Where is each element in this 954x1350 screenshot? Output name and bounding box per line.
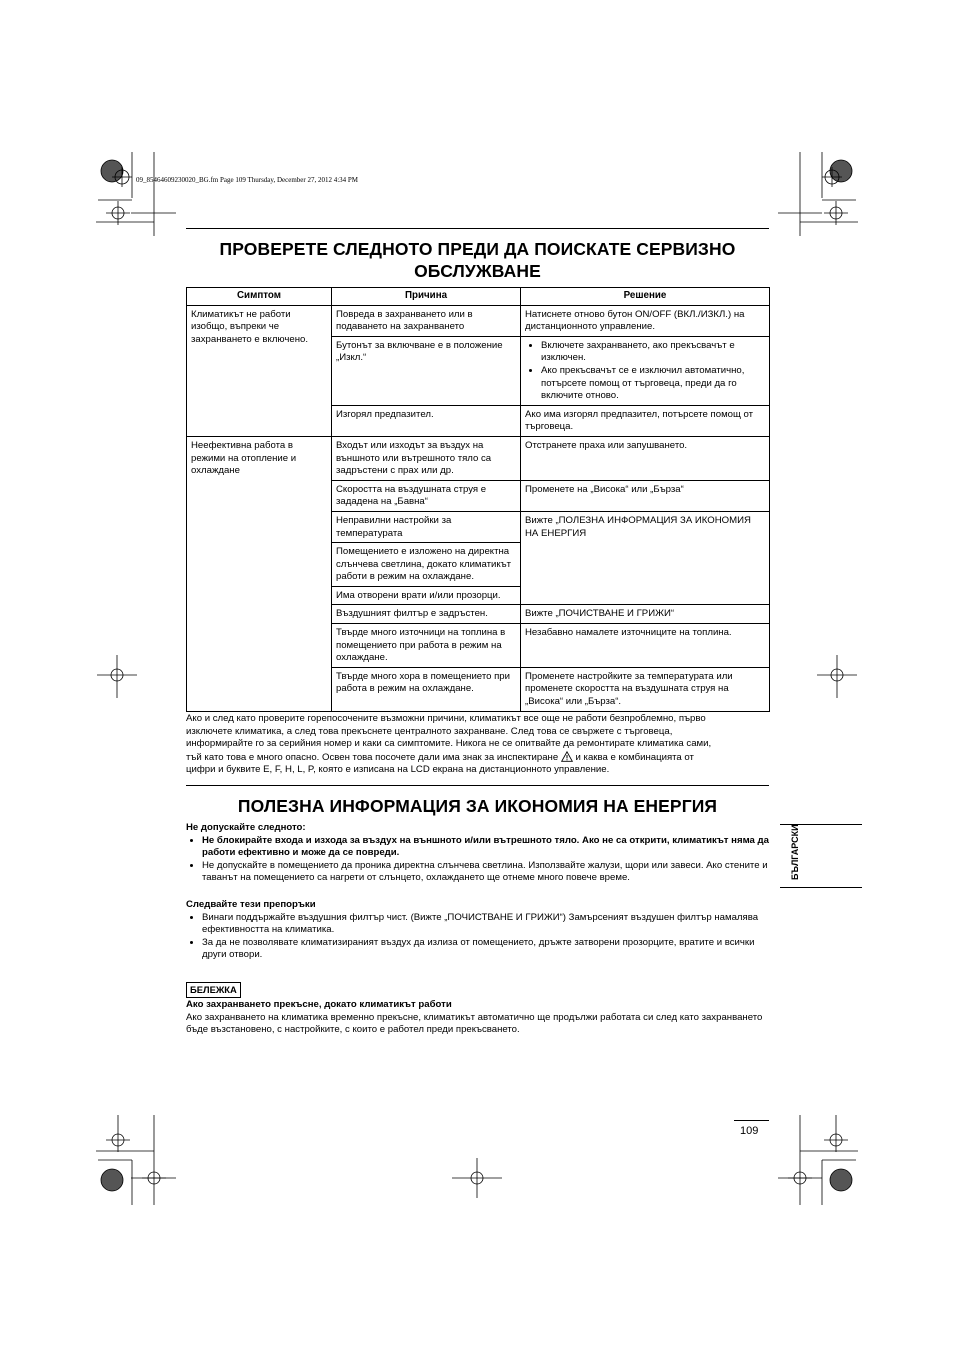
pagenum-rule	[734, 1120, 769, 1121]
solution-cell: Незабавно намалете източниците на топлина.	[521, 624, 770, 668]
solution-cell: Вижте „ПОЧИСТВАНЕ И ГРИЖИ“	[521, 605, 770, 624]
dont-item: • Не допускайте в помещението да проника директна слънчева светлина. Използвайте жалузи, щори или завеси. Ако стените и таванът на помещението са нагрети от слънцето, охлаждането ще отнеме много повече време.	[202, 860, 771, 885]
solution-cell: Отстранете праха или запушването.	[521, 436, 770, 480]
note-heading: Ако захранването прекъсне, докато климатикът работи	[186, 999, 452, 1010]
note-label: БЕЛЕЖКА	[186, 982, 241, 998]
cause-cell: Неправилни настройки за температурата	[332, 511, 521, 542]
solution-bullet: • Включете захранването, ако прекъсвачът е изключен.	[541, 340, 765, 365]
section1-title-line1: ПРОВЕРЕТЕ СЛЕДНОТО ПРЕДИ ДА ПОИСКАТЕ СЕРВИЗНО	[219, 239, 736, 259]
warning-triangle-icon	[561, 751, 573, 762]
do-heading: Следвайте тези препоръки	[186, 899, 316, 910]
header-solution: Решение	[521, 288, 770, 306]
cause-cell: Повреда в захранването или в подаването на захранването	[332, 305, 521, 336]
section-rule	[186, 785, 769, 786]
page-number: 109	[740, 1125, 759, 1137]
solution-cell: Вижте „ПОЛЕЗНА ИНФОРМАЦИЯ ЗА ИКОНОМИЯ НА ЕНЕРГИЯ	[521, 511, 770, 605]
dont-block	[186, 822, 771, 885]
section2-title: ПОЛЕЗНА ИНФОРМАЦИЯ ЗА ИКОНОМИЯ НА ЕНЕРГИЯ	[237, 796, 718, 816]
cause-cell: Твърде много хора в помещението при работа в режим на охлаждане.	[332, 667, 521, 711]
dont-item: • Не блокирайте входа и изхода за въздух на външното и/или вътрешното тяло. Ако не са открити, климатикът няма да работи ефективно и може да се повреди.	[202, 835, 771, 860]
symptom-cell: Неефективна работа в режими на отопление и охлаждане	[187, 436, 332, 711]
header-symptom: Симптом	[187, 288, 332, 306]
do-block	[186, 899, 771, 962]
language-tab-label: БЪЛГАРСКИ	[790, 824, 800, 880]
table-row	[187, 436, 770, 480]
solution-cell	[521, 336, 770, 405]
do-item: • За да не позволявате климатизираният въздух да излиза от помещението, дръжте затворени прозорците, вратите и всички други отвори.	[202, 937, 771, 962]
solution-bullet: • Ако прекъсвачът се е изключил автоматично, потърсете помощ от търговеца, преди да го включите отново.	[541, 365, 765, 403]
section1-title	[186, 238, 769, 282]
do-item: • Винаги поддържайте въздушния филтър чист. (Вижте „ПОЧИСТВАНЕ И ГРИЖИ“) Замърсеният въздушен филтър намалява ефективността на климатика.	[202, 912, 771, 937]
solution-cell: Променете на „Висока“ или „Бърза“	[521, 480, 770, 511]
paragraph-line: информирайте го за серийния номер и каки са симптомите. Никога не се опитвайте да ремонтирате климатика сами,	[186, 738, 712, 750]
cause-cell: Има отворени врати и/или прозорци.	[332, 586, 521, 605]
cause-cell: Входът или изходът за въздух на външното или вътрешното тяло са задръстени с прах или др.	[332, 436, 521, 480]
paragraph-line: тъй като това е много опасно. Освен това посочете дали има знак за инспектиране и каква е комбинацията от	[186, 751, 694, 763]
troubleshooting-table	[186, 287, 770, 712]
solution-cell: Ако има изгорял предпазител, потърсете помощ от търговеца.	[521, 405, 770, 436]
symptom-cell: Климатикът не работи изобщо, въпреки че захранването е включено.	[187, 305, 332, 436]
top-rule	[186, 228, 769, 229]
note-text: Ако захранването на климатика временно прекъсне, климатикът автоматично ще продължи работата си след като захранването бъде възстановено, с настройките, с които е работел преди прекъсването.	[186, 1011, 763, 1036]
header-cause: Причина	[332, 288, 521, 306]
note-block	[186, 999, 771, 1037]
table-row	[187, 305, 770, 336]
cause-cell: Изгорял предпазител.	[332, 405, 521, 436]
paragraph-line: изключете климатика, а след това прекъснете централното захранване. След това се свържете с търговеца,	[186, 725, 673, 737]
file-header: 09_85464609230020_BG.fm Page 109 Thursday, December 27, 2012 4:34 PM	[136, 176, 359, 184]
cause-cell: Въздушният филтър е задръстен.	[332, 605, 521, 624]
table-header-row	[187, 288, 770, 306]
cause-cell: Бутонът за включване е в положение „Изкл.“	[332, 336, 521, 405]
cause-cell: Скоростта на въздушната струя е зададена на „Бавна“	[332, 480, 521, 511]
cause-cell: Помещението е изложено на директна слънчева светлина, докато климатикът работи в режим на охлаждане.	[332, 543, 521, 587]
solution-cell: Променете настройките за температурата или променете скоростта на въздушната струя на „Висока“ или „Бърза“.	[521, 667, 770, 711]
dont-heading: Не допускайте следното:	[186, 822, 306, 833]
cause-cell: Твърде много източници на топлина в помещението при работа в режим на охлаждане.	[332, 624, 521, 668]
paragraph-line: цифри и буквите E, F, H, L, P, която е изписана на LCD екрана на дистанционното управление.	[186, 764, 610, 776]
section1-title-line2: ОБСЛУЖВАНЕ	[414, 261, 541, 281]
paragraph-line: Ако и след като проверите горепосочените възможни причини, климатикът все още не работи безпроблемно, първо	[186, 713, 706, 724]
solution-cell: Натиснете отново бутон ON/OFF (ВКЛ./ИЗКЛ.) на дистанционното управление.	[521, 305, 770, 336]
after-table-paragraph	[186, 713, 776, 777]
